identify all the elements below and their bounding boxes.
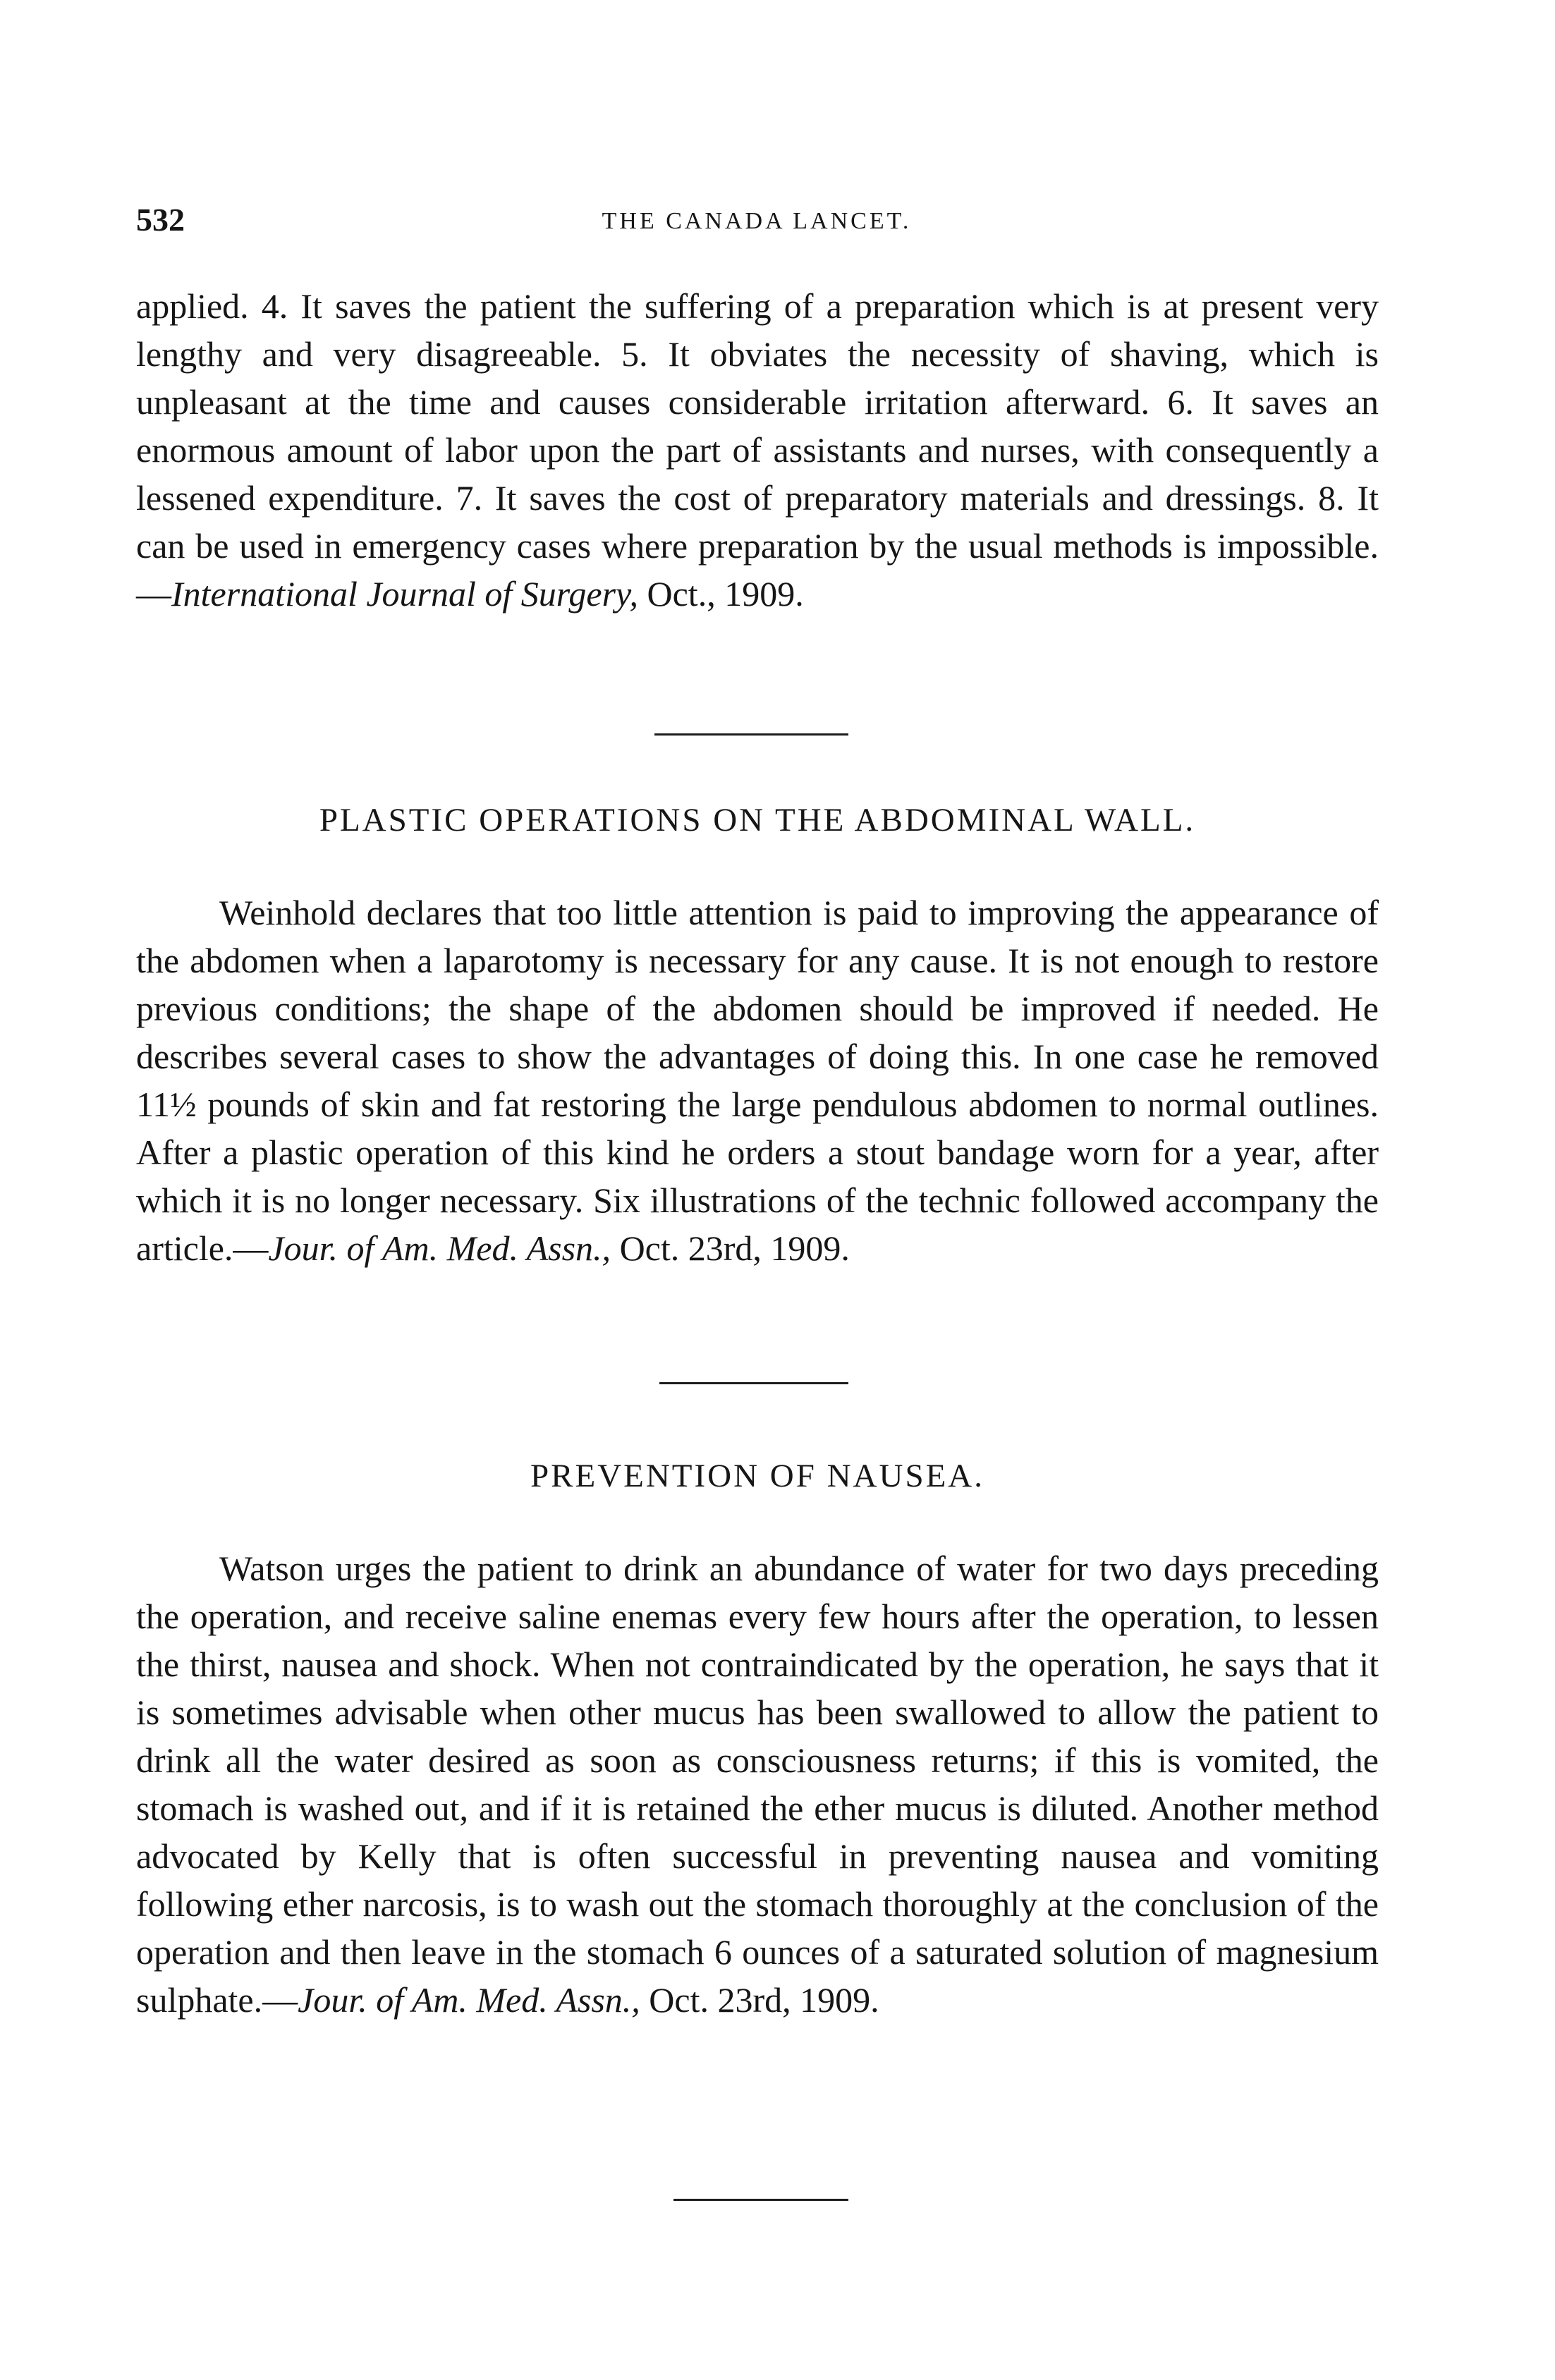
paragraph-text: applied. 4. It saves the patient the suffering of a preparation which is at present very lengthy and very disagreeable. 5. It obviates the necessity of shaving, which is unpleasant at the time and causes considerable irritation afterward. 6. It saves an enormous amount of labor upon the part of assistants and nurses, with consequently a lessened expenditure. 7. It saves the cost of preparatory materials and dressings. 8. It can be used in emergency cases where preparation by the usual methods is impossible.— [136, 286, 1379, 614]
article-body-plastic-operations [136, 889, 1379, 1272]
section-divider [673, 2199, 848, 2201]
journal-title: THE CANADA LANCET. [602, 208, 912, 234]
article-heading-plastic-operations: PLASTIC OPERATIONS ON THE ABDOMINAL WALL. [319, 802, 1196, 838]
running-head [136, 199, 1377, 241]
citation-date: Oct., 1909. [638, 574, 804, 614]
page-number: 532 [136, 202, 185, 238]
paragraph-text: Weinhold declares that too little attention is paid to improving the appearance of the abdomen when a laparotomy is necessary for any cause. It is not enough to restore previous conditions; the shape of the abdomen should be improved if needed. He describes several cases to show the advantages of doing this. In one case he removed 11½ pounds of skin and fat restoring the large pendulous abdomen to normal outlines. After a plastic operation of this kind he orders a stout bandage worn for a year, after which it is no longer necessary. Six illustrations of the technic followed accompany the article.— [136, 893, 1379, 1268]
section-divider [654, 733, 848, 736]
citation-date: Oct. 23rd, 1909. [611, 1228, 850, 1268]
paragraph-text: Watson urges the patient to drink an abundance of water for two days preceding the operation, and receive saline enemas every few hours after the operation, to lessen the thirst, nausea and shock. When not contraindicated by the operation, he says that it is sometimes advisable when other mucus has been swallowed to allow the patient to drink all the water desired as soon as consciousness returns; if this is vomited, the stomach is washed out, and if it is retained the ether mucus is diluted. Another method advocated by Kelly that is often successful in preventing nausea and vomiting following ether narcosis, is to wash out the stomach thoroughly at the conclusion of the operation and then leave in the stomach 6 ounces of a saturated solution of magnesium sulphate.— [136, 1549, 1379, 2020]
article-heading-prevention-of-nausea: PREVENTION OF NAUSEA. [530, 1458, 984, 1494]
continued-paragraph [136, 282, 1379, 618]
citation-source: Jour. of Am. Med. Assn., [268, 1228, 611, 1268]
citation-source: International Journal of Surgery, [171, 574, 638, 614]
citation-date: Oct. 23rd, 1909. [640, 1980, 879, 2020]
section-divider [659, 1382, 848, 1384]
article-body-prevention-of-nausea [136, 1544, 1379, 2024]
citation-source: Jour. of Am. Med. Assn., [298, 1980, 640, 2020]
